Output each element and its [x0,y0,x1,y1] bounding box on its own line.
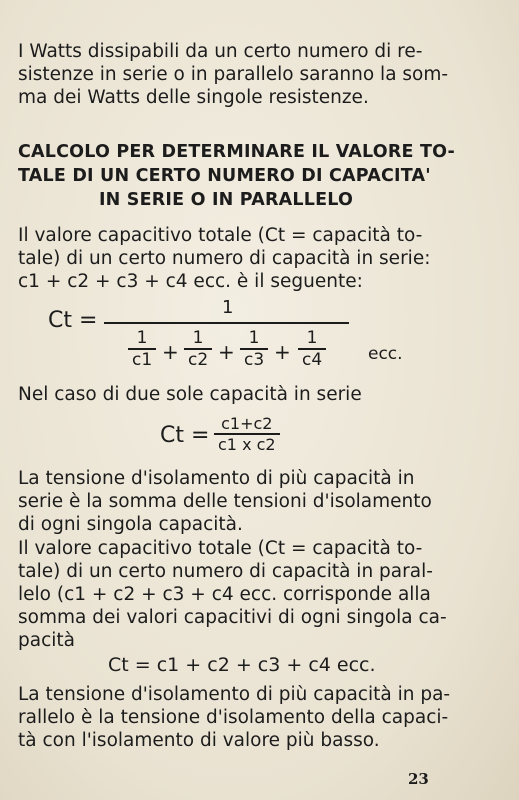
text-line: rallelo è la tensione d'isolamento della capaci- [18,707,449,728]
formula-lhs: Ct = [48,308,98,333]
text-line: pacità [18,630,75,651]
plus-sign: + [274,340,291,364]
text-line: c1 + c2 + c3 + c4 ecc. è il seguente: [18,271,363,292]
parallel-paragraph [18,537,447,652]
formula-numerator: c1+c2 [221,414,273,433]
heading-line: TALE DI UN CERTO NUMERO DI CAPACITA' [18,166,431,186]
heading-line: CALCOLO PER DETERMINARE IL VALORE TO- [18,142,455,162]
formula-denominator: c1 x c2 [214,433,280,454]
formula-lhs: Ct = [160,423,210,448]
text-line: tale) di un certo numero di capacità in serie: [18,248,431,269]
formula-suffix: ecc. [368,344,403,364]
text-line: Il valore capacitivo totale (Ct = capacità to- [18,538,423,559]
text-line: La tensione d'isolamento di più capacità in [18,468,415,489]
plus-sign: + [218,340,235,364]
reciprocal-c1: $\frac{1}{c1}$ [128,328,156,370]
parallel-formula: Ct = c1 + c2 + c3 + c4 ecc. [108,654,376,676]
text-line: La tensione d'isolamento di più capacità in pa- [18,684,451,705]
heading-line: IN SERIE O IN PARALLELO [98,190,354,210]
page-number: 23 [408,770,429,788]
text-line: serie è la somma delle tensioni d'isolamento [18,491,432,512]
series-paragraph [18,224,434,293]
text-line: tà con l'isolamento di valore più basso. [18,730,380,751]
text-line: somma dei valori capacitivi di ogni singola ca- [18,607,447,628]
text-line: Nel caso di due sole capacità in serie [18,384,362,405]
text-line: ma dei Watts delle singole resistenze. [18,87,369,108]
reciprocal-c2: $\frac{1}{c2}$ [184,328,212,370]
fraction-bar [104,322,349,324]
text-line: di ogni singola capacità. [18,514,243,535]
text-line: lelo (c1 + c2 + c3 + c4 ecc. corrisponde alla [18,584,431,605]
section-heading [18,140,455,212]
text-line: sistenze in serie o in parallelo saranno la som- [18,64,449,85]
isolation-series-paragraph [18,467,434,536]
reciprocal-c3: $\frac{1}{c3}$ [240,328,268,370]
text-line: Il valore capacitivo totale (Ct = capacità to- [18,225,423,246]
reciprocal-c4: $\frac{1}{c4}$ [298,328,326,370]
intro-paragraph [18,40,449,109]
isolation-parallel-paragraph [18,683,451,752]
formula-fraction [214,414,280,454]
two-caps-paragraph [18,383,434,406]
plus-sign: + [162,340,179,364]
formula-numerator: 1 [222,297,234,318]
text-line: tale) di un certo numero di capacità in paral- [18,561,433,582]
text-line: I Watts dissipabili da un certo numero di re- [18,41,423,62]
